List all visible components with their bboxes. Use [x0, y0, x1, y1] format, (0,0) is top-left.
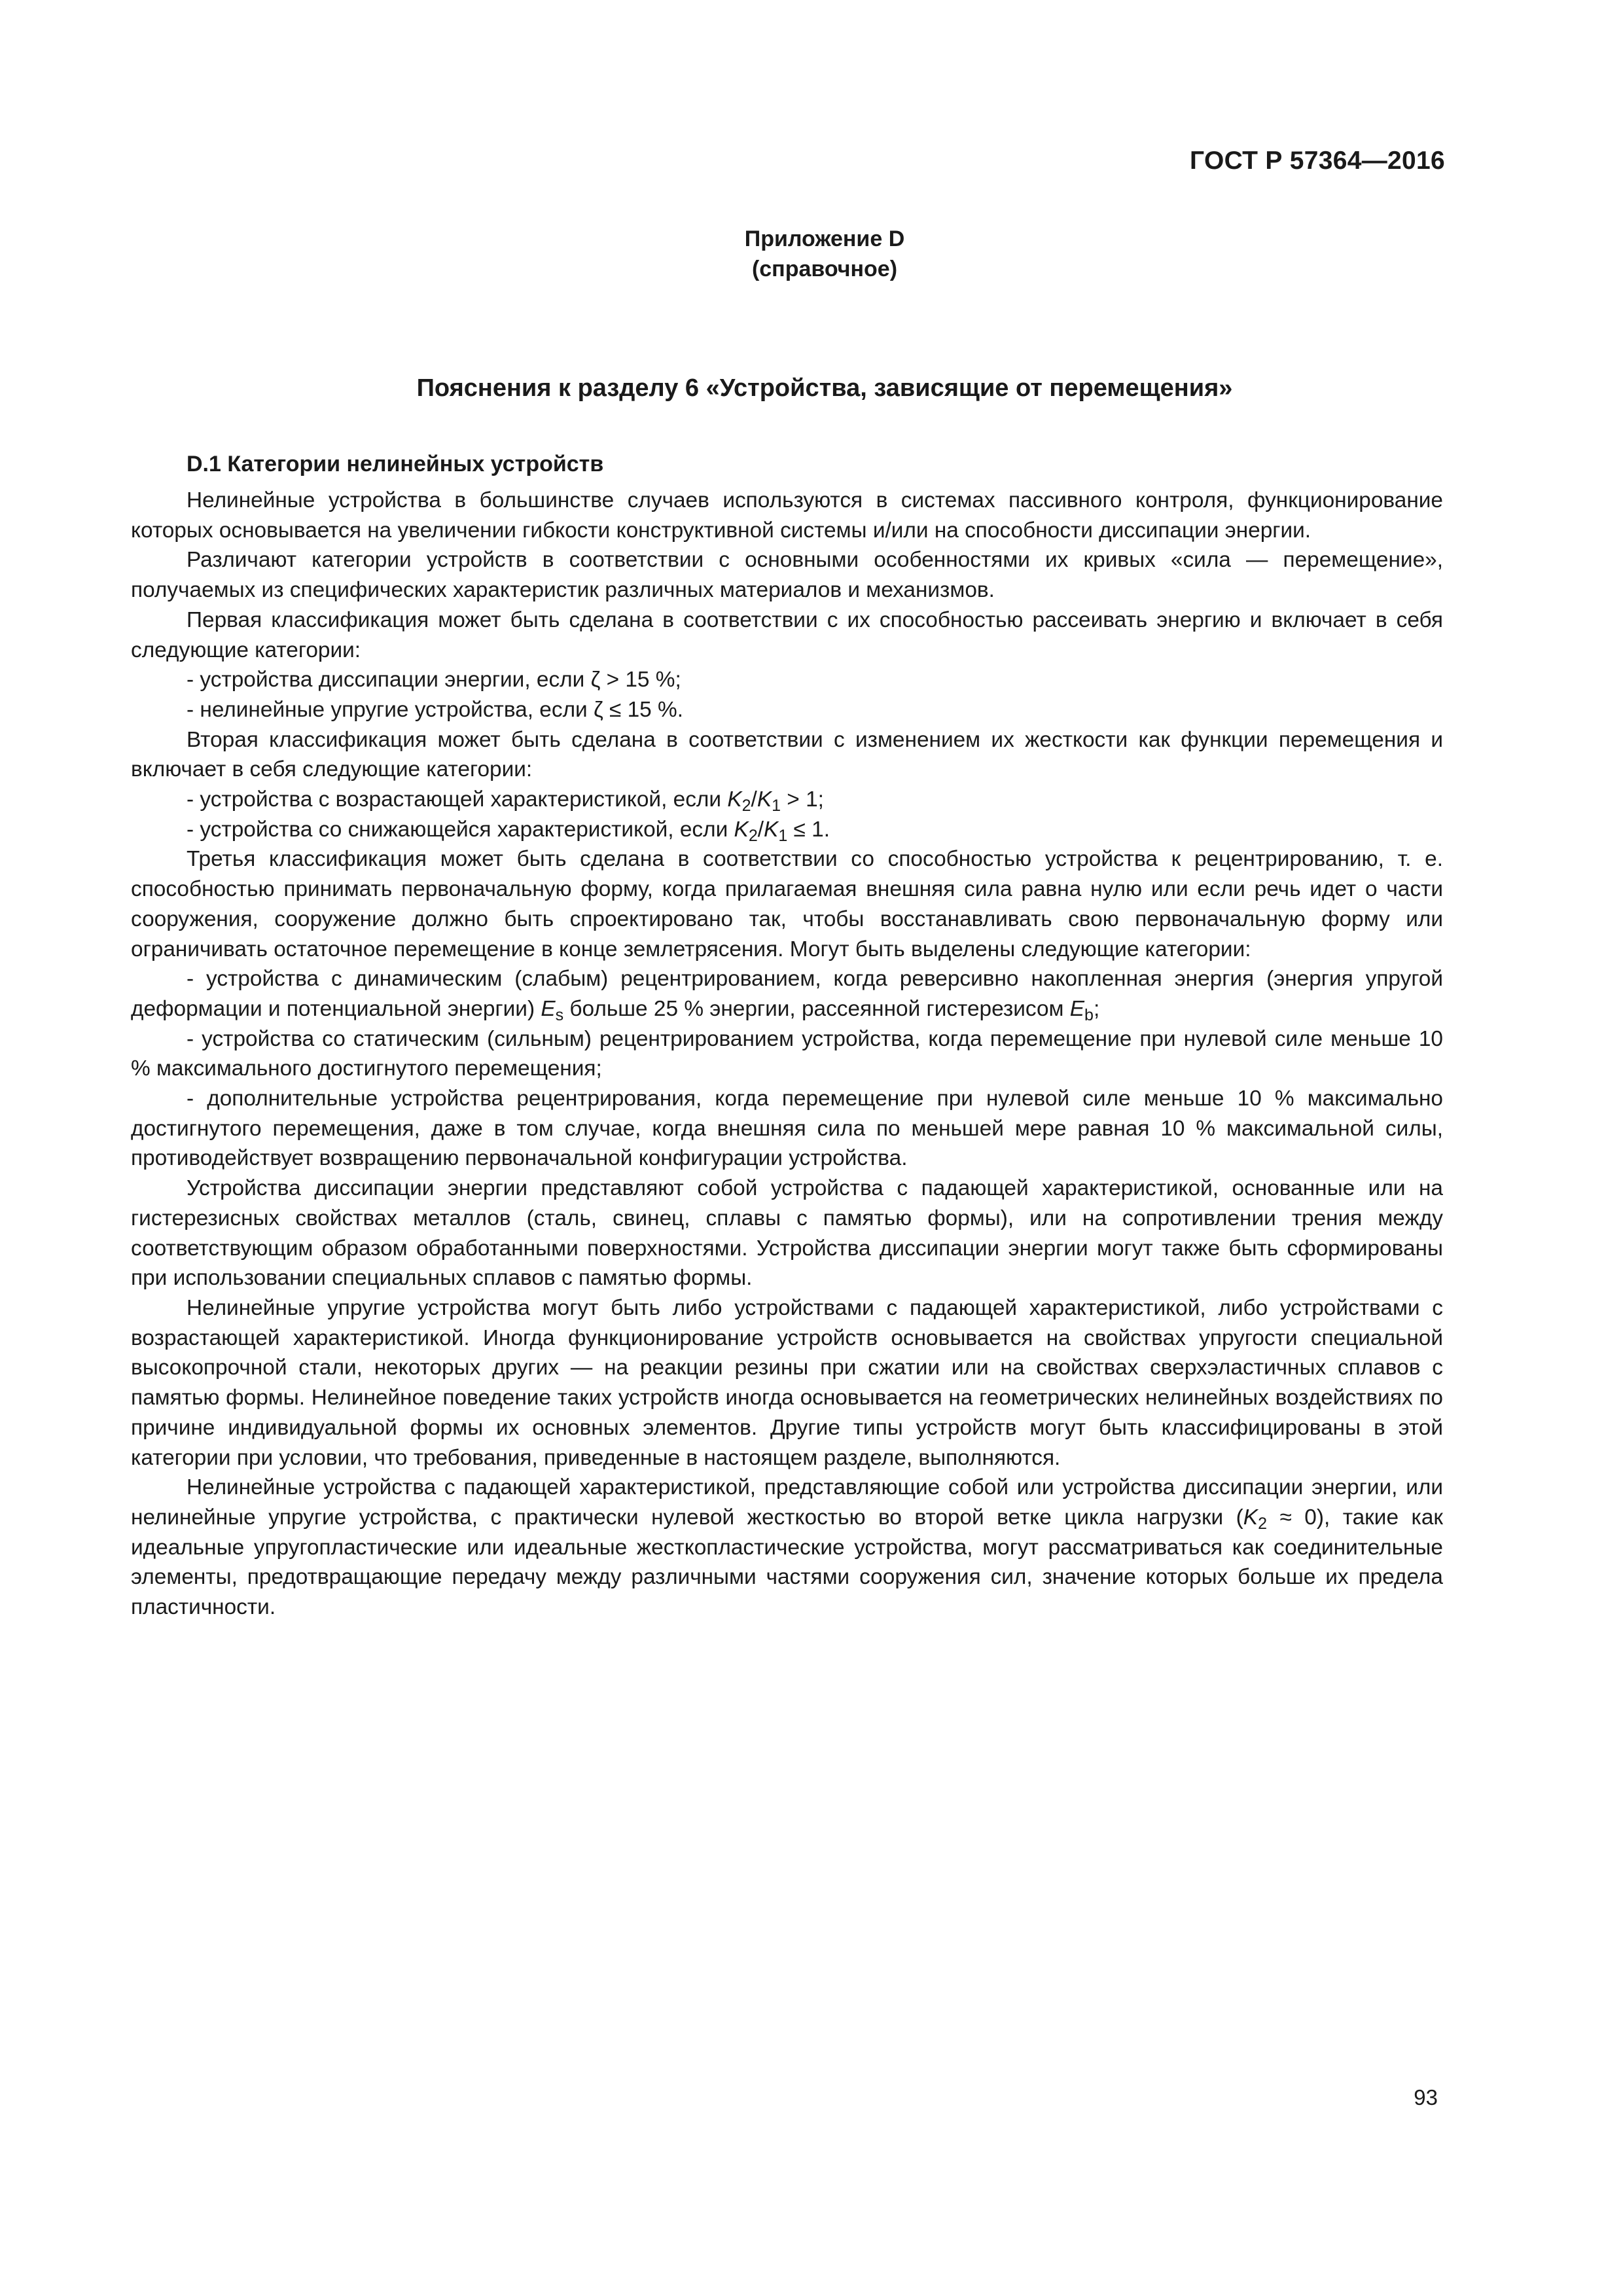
paragraph: Третья классификация может быть сделана в соответствии со способностью устройства к рецентрированию, т. е. способностью принимать первоначальную форму, когда прилагаемая внешняя сила равна нулю или если речь идет о части сооружения, сооружение должно быть спроектировано так, чтобы восстанавливать свою первоначальную форму или ограничивать остаточное перемещение в конце землетрясения. Могут быть выделены следующие категории: [131, 847, 1443, 961]
list-item: - нелинейные упругие устройства, если ζ ≤ 15 %. [187, 697, 683, 722]
paragraph: Различают категории устройств в соответствии с основными особенностями их кривых «сила — перемещение», получаемых из специфических характеристик различных материалов и механизмов. [131, 548, 1443, 603]
body-text [131, 486, 1443, 1623]
list-item: - устройства диссипации энергии, если ζ > 15 %; [187, 668, 681, 692]
paragraph: Нелинейные упругие устройства могут быть либо устройствами с падающей характеристикой, либо устройствами с возрастающей характеристикой. Иногда функционирование устройств основывается на свойствах упругости специальной высокопрочной стали, некоторых других — на реакции резины при сжатии или на свойствах сверхэластичных сплавов с памятью формы. Нелинейное поведение таких устройств иногда основывается на геометрических нелинейных воздействиях по причине индивидуальной формы их основных элементов. Другие типы устройств могут быть классифицированы в этой категории при условии, что требования, приведенные в настоящем разделе, выполняются. [131, 1295, 1443, 1470]
list-item: - устройства со снижающейся характеристикой, если $K_2/K_1 \le 1$. [187, 817, 830, 845]
standard-number: ГОСТ Р 57364—2016 [1190, 147, 1445, 175]
symbol-e: E [1069, 996, 1085, 1021]
paragraph: Нелинейные устройства в большинстве случаев используются в системах пассивного контроля, функционирование которых основывается на увеличении гибкости конструктивной системы и/или на способности диссипации энергии. [131, 488, 1443, 543]
symbol-k: K [757, 787, 772, 812]
symbol-k: K [1243, 1505, 1258, 1530]
list-item: - устройства с динамическим (слабым) рецентрированием, когда реверсивно накопленная энергия (энергия упругой деформации и потенциальной энергии) $E_s$ больше 25 % энергии, рассеянной гистерезисом $E_b$; [131, 967, 1443, 1024]
symbol-k: K [727, 787, 742, 812]
list-item: - устройства со статическим (сильным) рецентрированием устройства, когда перемещение при нулевой силе меньше 10 % максимального достигнутого перемещения; [131, 1026, 1443, 1081]
list-item: - дополнительные устройства рецентрирования, когда перемещение при нулевой силе меньше 10 % максимально достигнутого перемещения, даже в том случае, когда внешняя сила по меньшей мере равная 10 % максимальной силы, противодействует возвращению первоначальной конфигурации устройства. [131, 1086, 1443, 1171]
paragraph: Первая классификация может быть сделана в соответствии с их способностью рассеивать энергию и включает в себя следующие категории: [131, 607, 1443, 662]
appendix-label: Приложение D [744, 226, 905, 251]
appendix-heading [0, 224, 1623, 284]
symbol-e: E [541, 996, 556, 1021]
paragraph: Устройства диссипации энергии представляют собой устройства с падающей характеристикой, основанные или на гистерезисных свойствах металлов (сталь, свинец, сплавы с памятью формы), или на сопротивлении трения между соответствующим образом обработанными поверхностями. Устройства диссипации энергии могут также быть сформированы при использовании специальных сплавов с памятью формы. [131, 1176, 1443, 1291]
section-heading: D.1 Категории нелинейных устройств [187, 452, 604, 476]
symbol-k: K [764, 817, 779, 842]
page-number: 93 [1414, 2085, 1438, 2109]
symbol-k: K [734, 817, 749, 842]
paragraph: Вторая классификация может быть сделана в соответствии с изменением их жесткости как функции перемещения и включает в себя следующие категории: [131, 727, 1443, 782]
appendix-type: (справочное) [751, 257, 898, 281]
appendix-title: Пояснения к разделу 6 «Устройства, зависящие от перемещения» [416, 374, 1233, 402]
list-item: - устройства с возрастающей характеристикой, если $K_2/K_1 > 1$; [187, 787, 824, 816]
paragraph: Нелинейные устройства с падающей характеристикой, представляющие собой или устройства диссипации энергии, или нелинейные упругие устройства, с практически нулевой жесткостью во второй ветке цикла нагрузки $(K_2 \approx 0)$, такие как идеальные упругопластические или идеальные жесткопластические устройства, могут рассматриваться как соединительные элементы, предотвращающие передачу между различными частями сооружения сил, значение которых больше их предела пластичности. [131, 1475, 1443, 1620]
